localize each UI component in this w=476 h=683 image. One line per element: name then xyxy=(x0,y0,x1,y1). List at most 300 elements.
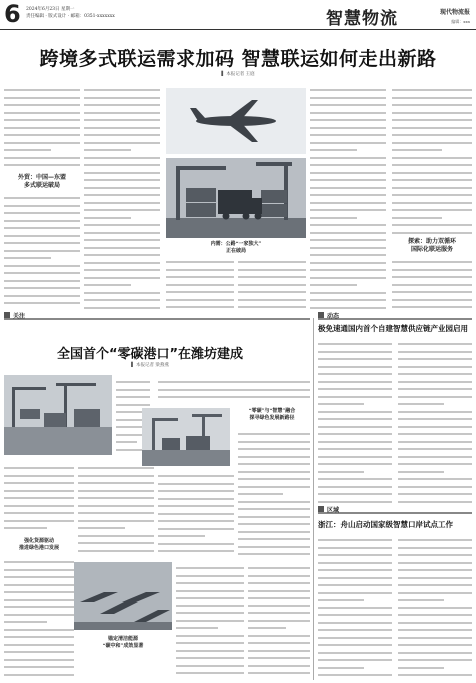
solar-photo xyxy=(74,562,172,630)
body-text-line xyxy=(78,538,154,544)
body-text-line xyxy=(238,295,306,301)
body-text-line xyxy=(392,287,472,293)
body-text-line xyxy=(4,602,74,608)
body-text-line xyxy=(238,302,306,308)
body-text-line xyxy=(238,482,310,488)
body-text-line xyxy=(4,201,80,207)
body-text-line xyxy=(318,414,392,420)
body-text-line xyxy=(238,287,306,293)
body-text-line xyxy=(318,347,392,353)
body-text-line xyxy=(84,153,160,159)
body-text-line xyxy=(392,175,472,181)
body-text-line xyxy=(318,339,392,345)
body-text-line xyxy=(4,516,74,522)
body-text-line xyxy=(398,603,472,609)
body-text-line xyxy=(4,93,80,99)
body-text-line xyxy=(84,242,160,248)
body-text-line xyxy=(4,298,80,304)
body-text-line xyxy=(84,280,131,286)
body-text-line xyxy=(318,437,392,443)
body-text-line xyxy=(398,407,472,413)
body-text-line xyxy=(392,190,472,196)
body-text-line xyxy=(310,183,386,189)
brief1-col-a xyxy=(318,338,392,504)
body-text-line xyxy=(158,494,234,500)
body-text-line xyxy=(166,265,234,271)
body-text-line xyxy=(398,414,472,420)
article2-column-1b xyxy=(4,556,74,680)
body-text-line xyxy=(398,655,472,661)
body-text-line xyxy=(318,482,392,488)
header-date: 2024年6月23日 星期一 xyxy=(26,7,75,12)
body-text-line xyxy=(310,198,386,204)
body-text-line xyxy=(310,175,386,181)
body-text-line xyxy=(116,437,137,443)
article1-column-1b xyxy=(4,192,80,310)
body-text-line xyxy=(392,280,472,286)
body-text-line xyxy=(4,123,80,129)
body-text-line xyxy=(318,429,392,435)
body-text-line xyxy=(310,205,386,211)
body-text-line xyxy=(4,246,80,252)
body-text-line xyxy=(398,354,472,360)
body-text-line xyxy=(398,377,472,383)
body-text-line xyxy=(234,377,310,383)
body-text-line xyxy=(176,661,244,667)
body-text-line xyxy=(310,108,386,114)
article1-column-4a xyxy=(392,84,472,234)
body-text-line xyxy=(158,509,234,515)
body-text-line xyxy=(4,208,80,214)
body-text-line xyxy=(398,452,472,458)
body-text-line xyxy=(176,631,244,637)
secondary-headline: 全国首个“零碳港口”在潍坊建成 xyxy=(56,347,244,362)
body-text-line xyxy=(398,459,472,465)
body-text-line xyxy=(318,610,392,616)
body-text-line xyxy=(238,452,310,458)
body-text-line xyxy=(4,617,47,623)
body-text-line xyxy=(392,198,472,204)
body-text-line xyxy=(398,489,472,495)
body-text-line xyxy=(4,153,80,159)
body-text-line xyxy=(392,100,472,106)
body-text-line xyxy=(398,339,472,345)
body-text-line xyxy=(318,377,392,383)
body-text-line xyxy=(318,633,392,639)
body-text-line xyxy=(318,648,392,654)
body-text-line xyxy=(4,193,80,199)
solar-photo-caption: 锚定清洁能源 “碳中和”成效显著 xyxy=(102,636,144,649)
body-text-line xyxy=(84,100,160,106)
body-text-line xyxy=(398,558,472,564)
body-text-line xyxy=(310,100,386,106)
body-text-line xyxy=(398,467,444,473)
body-text-line xyxy=(78,523,125,529)
body-text-line xyxy=(4,501,74,507)
body-text-line xyxy=(398,588,472,594)
body-text-line xyxy=(248,601,310,607)
body-text-line xyxy=(392,205,472,211)
article1-subhead-left: 外贸：中国—东盟 多式联运破局 xyxy=(17,174,66,189)
body-text-line xyxy=(84,257,160,263)
body-text-line xyxy=(318,362,392,368)
body-text-line xyxy=(398,633,472,639)
body-text-line xyxy=(392,123,472,129)
body-text-line xyxy=(318,640,392,646)
body-text-line xyxy=(78,493,154,499)
body-text-line xyxy=(4,115,80,121)
right-top-rule xyxy=(318,318,472,320)
body-text-line xyxy=(4,493,74,499)
body-text-line xyxy=(84,198,160,204)
body-text-line xyxy=(310,295,386,301)
body-text-line xyxy=(310,145,357,151)
body-text-line xyxy=(4,640,74,646)
body-text-line xyxy=(310,235,386,241)
body-text-line xyxy=(4,478,74,484)
body-text-line xyxy=(84,220,160,226)
body-text-line xyxy=(248,586,310,592)
body-text-line xyxy=(4,160,80,166)
body-text-line xyxy=(398,640,472,646)
body-text-line xyxy=(398,595,444,601)
column-divider xyxy=(313,318,314,680)
body-text-line xyxy=(238,474,310,480)
article2-column-6 xyxy=(248,562,310,680)
body-text-line xyxy=(248,593,310,599)
port-photo-caption: 强化货源驱动 推进绿色港口发展 xyxy=(18,538,59,551)
header-contact: 责任编辑 · 版式设计 · 邮箱：0351-xxxxxxx xyxy=(26,14,115,19)
body-text-line xyxy=(248,616,310,622)
main-byline: ▌ 本报记者 王庭 xyxy=(221,72,255,77)
body-text-line xyxy=(392,153,472,159)
article2-column-3 xyxy=(158,376,234,404)
body-text-line xyxy=(234,385,310,391)
body-text-line xyxy=(4,231,80,237)
body-text-line xyxy=(398,362,472,368)
body-text-line xyxy=(398,565,472,571)
body-text-line xyxy=(84,250,160,256)
body-text-line xyxy=(398,496,472,502)
body-text-line xyxy=(238,519,310,525)
header-editor: 编辑：xxx xyxy=(451,19,470,24)
body-text-line xyxy=(78,471,154,477)
body-text-line xyxy=(4,486,74,492)
body-text-line xyxy=(318,618,392,624)
body-text-line xyxy=(238,504,310,510)
body-text-line xyxy=(158,501,234,507)
body-text-line xyxy=(238,257,306,263)
body-text-line xyxy=(318,489,392,495)
body-text-line xyxy=(238,512,310,518)
body-text-line xyxy=(4,508,74,514)
article1-column-1 xyxy=(4,84,80,170)
right-bottom-rule xyxy=(318,512,472,514)
body-text-line xyxy=(158,531,205,537)
body-text-line xyxy=(4,291,80,297)
body-text-line xyxy=(4,647,74,653)
body-text-line xyxy=(84,175,160,181)
right-top-tag: 动态 xyxy=(327,313,340,320)
body-text-line xyxy=(318,535,392,541)
body-text-line xyxy=(4,85,80,91)
body-text-line xyxy=(4,268,80,274)
body-text-line xyxy=(398,474,472,480)
body-text-line xyxy=(166,272,234,278)
body-text-line xyxy=(392,168,472,174)
body-text-line xyxy=(318,543,392,549)
body-text-line xyxy=(116,377,150,383)
green-photo-caption: “零碳”与“智慧”融合 探寻绿色发展新路径 xyxy=(248,408,296,421)
truck-photo-caption: 内需：公路“一家独大” 正在破局 xyxy=(210,241,262,254)
body-text-line xyxy=(158,516,234,522)
body-text-line xyxy=(238,437,310,443)
body-text-line xyxy=(116,400,150,406)
article1-column-3 xyxy=(310,84,386,310)
body-text-line xyxy=(84,183,160,189)
body-text-line xyxy=(310,85,386,91)
body-text-line xyxy=(78,501,154,507)
body-text-line xyxy=(4,662,74,668)
port-photo xyxy=(4,375,112,455)
body-text-line xyxy=(4,108,80,114)
body-text-line xyxy=(4,471,74,477)
body-text-line xyxy=(310,242,386,248)
body-text-line xyxy=(176,653,244,659)
body-text-line xyxy=(166,287,234,293)
body-text-line xyxy=(398,384,472,390)
body-text-line xyxy=(392,265,472,271)
body-text-line xyxy=(310,280,357,286)
body-text-line xyxy=(392,302,472,308)
body-text-line xyxy=(318,580,392,586)
section-title: 智慧物流 xyxy=(326,9,398,29)
body-text-line xyxy=(158,377,234,383)
body-text-line xyxy=(84,272,160,278)
body-text-line xyxy=(4,145,51,151)
body-text-line xyxy=(392,108,472,114)
body-text-line xyxy=(310,213,357,219)
body-text-line xyxy=(176,586,244,592)
article2-column-5 xyxy=(176,562,244,680)
body-text-line xyxy=(398,618,472,624)
body-text-line xyxy=(176,563,244,569)
body-text-line xyxy=(310,287,386,293)
body-text-line xyxy=(176,601,244,607)
body-text-line xyxy=(248,631,310,637)
body-text-line xyxy=(4,610,74,616)
body-text-line xyxy=(318,444,392,450)
body-text-line xyxy=(318,558,392,564)
article2-column-4 xyxy=(234,376,310,404)
body-text-line xyxy=(84,302,160,308)
body-text-line xyxy=(176,668,244,674)
body-text-line xyxy=(310,220,386,226)
body-text-line xyxy=(392,228,472,234)
body-text-line xyxy=(84,295,160,301)
body-text-line xyxy=(248,661,310,667)
green-port-photo xyxy=(142,408,230,466)
body-text-line xyxy=(234,392,310,398)
article1-subhead-right: 探索：助力双循环 国际化联运服务 xyxy=(407,238,456,253)
body-text-line xyxy=(238,272,306,278)
body-text-line xyxy=(4,655,74,661)
body-text-line xyxy=(398,437,472,443)
article2-column-2 xyxy=(78,462,154,558)
body-text-line xyxy=(248,638,310,644)
body-text-line xyxy=(78,531,154,537)
body-text-line xyxy=(318,588,392,594)
body-text-line xyxy=(78,516,154,522)
body-text-line xyxy=(318,565,392,571)
body-text-line xyxy=(84,205,160,211)
body-text-line xyxy=(318,474,392,480)
body-text-line xyxy=(248,668,310,674)
body-text-line xyxy=(166,302,234,308)
article2-column-1 xyxy=(4,462,74,534)
body-text-line xyxy=(238,444,310,450)
body-text-line xyxy=(392,85,472,91)
body-text-line xyxy=(392,138,472,144)
right-bottom-tag: 区域 xyxy=(327,507,340,514)
right-bottom-tag-marker xyxy=(318,506,324,512)
body-text-line xyxy=(84,93,160,99)
body-text-line xyxy=(392,115,472,121)
body-text-line xyxy=(310,257,386,263)
body-text-line xyxy=(238,429,310,435)
body-text-line xyxy=(248,623,286,629)
body-text-line xyxy=(78,546,154,552)
article1-column-2 xyxy=(84,84,160,310)
body-text-line xyxy=(238,497,310,503)
body-text-line xyxy=(392,295,472,301)
body-text-line xyxy=(318,392,392,398)
body-text-line xyxy=(176,646,244,652)
body-text-line xyxy=(238,459,310,465)
body-text-line xyxy=(238,265,306,271)
article2-column-3b xyxy=(158,470,234,558)
body-text-line xyxy=(4,130,80,136)
body-text-line xyxy=(398,482,472,488)
body-text-line xyxy=(158,479,234,485)
body-text-line xyxy=(4,283,80,289)
body-text-line xyxy=(238,549,310,555)
body-text-line xyxy=(392,272,472,278)
body-text-line xyxy=(4,595,74,601)
body-text-line xyxy=(238,467,310,473)
body-text-line xyxy=(4,238,80,244)
body-text-line xyxy=(166,257,234,263)
body-text-line xyxy=(78,478,154,484)
airplane-photo xyxy=(166,88,306,154)
body-text-line xyxy=(398,543,472,549)
body-text-line xyxy=(318,496,392,502)
body-text-line xyxy=(398,392,472,398)
body-text-line xyxy=(398,347,472,353)
body-text-line xyxy=(392,183,472,189)
left-tag-marker xyxy=(4,312,10,318)
body-text-line xyxy=(4,557,74,563)
body-text-line xyxy=(392,93,472,99)
body-text-line xyxy=(4,632,74,638)
body-text-line xyxy=(78,508,154,514)
body-text-line xyxy=(116,392,150,398)
body-text-line xyxy=(4,276,80,282)
body-text-line xyxy=(4,565,74,571)
header-meta xyxy=(26,6,115,20)
body-text-line xyxy=(318,625,392,631)
main-headline: 跨境多式联运需求加码 智慧联运如何走出新路 xyxy=(39,48,437,70)
body-text-line xyxy=(238,489,283,495)
body-text-line xyxy=(310,138,386,144)
body-text-line xyxy=(318,655,392,661)
body-text-line xyxy=(398,648,472,654)
secondary-byline: ▌ 本报记者 梁燕燕 xyxy=(131,363,169,368)
body-text-line xyxy=(176,616,244,622)
body-text-line xyxy=(176,608,244,614)
body-text-line xyxy=(398,535,472,541)
body-text-line xyxy=(248,571,310,577)
container-truck-photo xyxy=(166,158,306,238)
body-text-line xyxy=(248,646,310,652)
body-text-line xyxy=(310,250,386,256)
body-text-line xyxy=(4,523,47,529)
body-text-line xyxy=(310,130,386,136)
body-text-line xyxy=(248,653,310,659)
body-text-line xyxy=(238,280,306,286)
body-text-line xyxy=(158,392,234,398)
body-text-line xyxy=(398,444,472,450)
brief2-col-a xyxy=(318,534,392,680)
body-text-line xyxy=(392,145,442,151)
body-text-line xyxy=(84,130,160,136)
body-text-line xyxy=(318,550,392,556)
body-text-line xyxy=(158,486,234,492)
body-text-line xyxy=(310,272,386,278)
body-text-line xyxy=(84,145,131,151)
body-text-line xyxy=(310,123,386,129)
brief2-col-b xyxy=(398,534,472,680)
body-text-line xyxy=(4,261,80,267)
body-text-line xyxy=(84,235,160,241)
body-text-line xyxy=(4,253,51,259)
body-text-line xyxy=(176,593,244,599)
article1-column-4b xyxy=(392,256,472,310)
body-text-line xyxy=(398,369,472,375)
body-text-line xyxy=(310,228,386,234)
body-text-line xyxy=(398,422,472,428)
article1-under-photo-a xyxy=(166,256,234,310)
body-text-line xyxy=(392,130,472,136)
body-text-line xyxy=(4,580,74,586)
body-text-line xyxy=(176,623,218,629)
body-text-line xyxy=(4,100,80,106)
body-text-line xyxy=(4,216,80,222)
paper-name: 现代物流报 xyxy=(439,9,470,16)
body-text-line xyxy=(398,550,472,556)
body-text-line xyxy=(84,85,160,91)
body-text-line xyxy=(310,115,386,121)
body-text-line xyxy=(318,459,392,465)
body-text-line xyxy=(84,138,160,144)
body-text-line xyxy=(84,213,131,219)
body-text-line xyxy=(398,610,472,616)
body-text-line xyxy=(248,578,310,584)
body-text-line xyxy=(84,228,160,234)
body-text-line xyxy=(84,115,160,121)
page-number: 6 xyxy=(4,0,21,28)
body-text-line xyxy=(318,384,392,390)
